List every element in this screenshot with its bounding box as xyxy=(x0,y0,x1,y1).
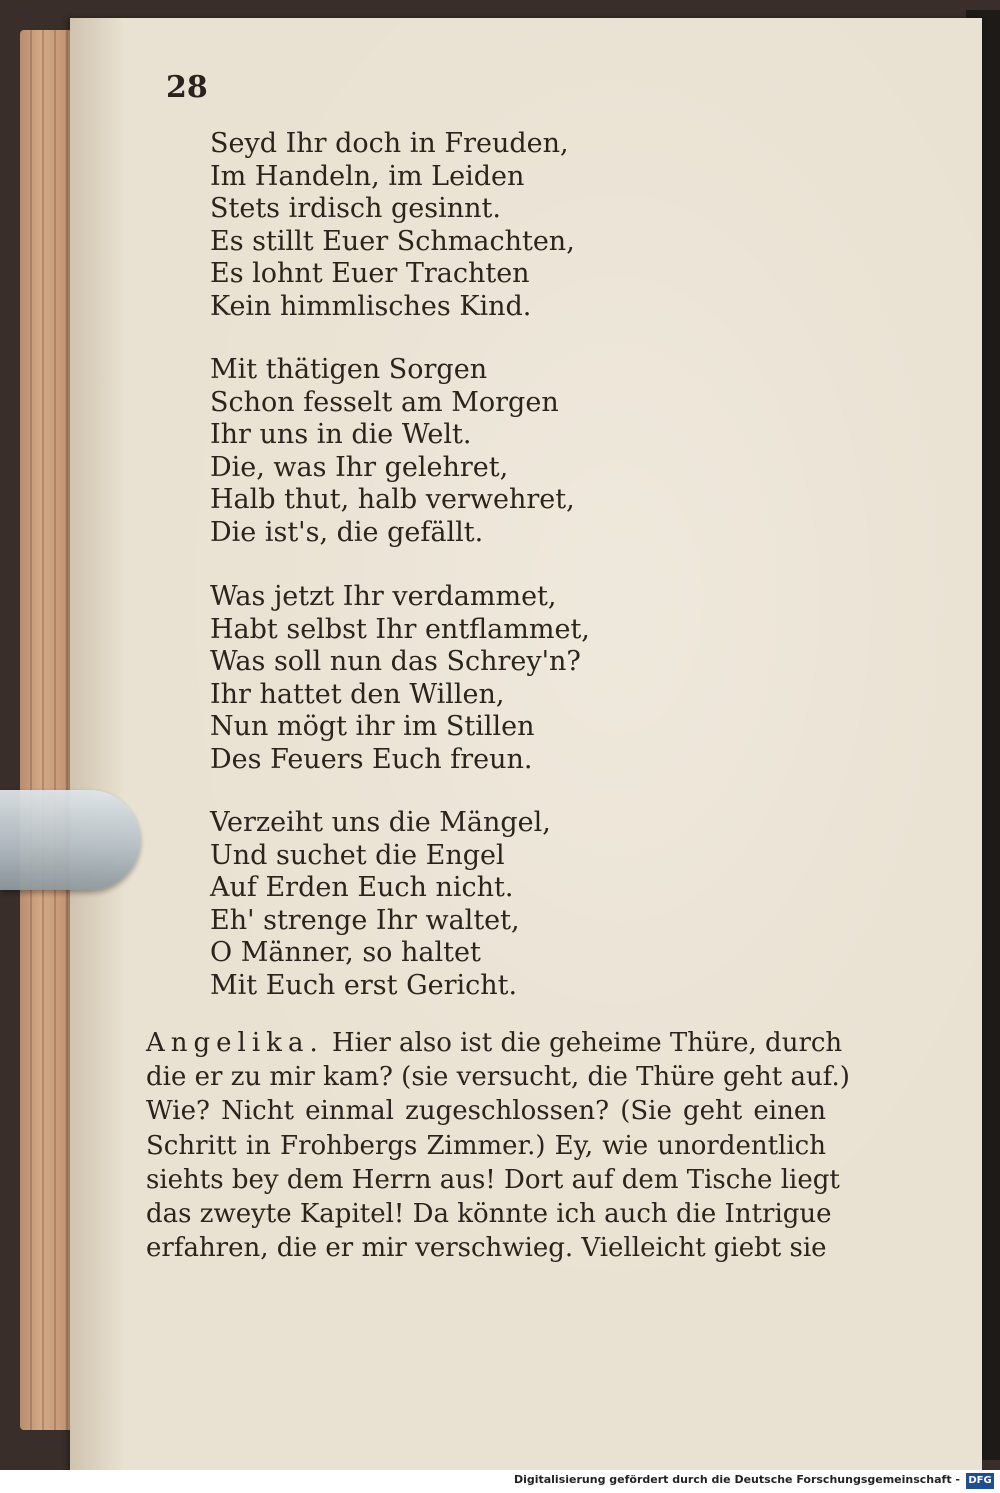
dfg-logo-icon: DFG xyxy=(966,1473,994,1489)
page-number: 28 xyxy=(166,70,208,105)
prose-line: erfahren, die er mir verschwieg. Vielleicht giebt sie xyxy=(146,1233,827,1264)
verse-line: Verzeiht uns die Mängel, xyxy=(210,807,551,838)
prose-line: das zweyte Kapitel! Da könnte ich auch die Intrigue xyxy=(146,1199,832,1230)
page-holder-clip xyxy=(0,790,140,890)
verse-line: Ihr hattet den Willen, xyxy=(210,678,505,710)
dialogue-paragraph xyxy=(146,1026,850,1265)
funding-credit: Digitalisierung gefördert durch die Deutsche Forschungsgemeinschaft - xyxy=(513,1473,960,1486)
prose-line: die er zu mir kam? (sie versucht, die Thüre geht auf.) xyxy=(146,1062,850,1093)
verse-line: Halb thut, halb verwehret, xyxy=(210,484,575,515)
prose-line: Schritt in Frohbergs Zimmer.) Ey, wie unordentlich xyxy=(146,1130,826,1161)
prose-line: siehts bey dem Herrn aus! Dort auf dem Tische liegt xyxy=(146,1164,840,1195)
verse-line: Die ist's, die gefällt. xyxy=(210,516,484,548)
poem-stanza xyxy=(210,354,770,549)
verse-line: Stets irdisch gesinnt. xyxy=(210,193,501,224)
verse-line: Eh' strenge Ihr waltet, xyxy=(210,904,520,936)
poem-stanza xyxy=(210,807,770,1002)
verse-line: Was soll nun das Schrey'n? xyxy=(210,646,581,677)
prose-line xyxy=(146,1026,843,1060)
verse-line: Des Feuers Euch freun. xyxy=(210,743,533,775)
verse-line: Habt selbst Ihr entflammet, xyxy=(210,613,590,645)
digitization-footer xyxy=(0,1470,1000,1493)
verse-line: Ihr uns in die Welt. xyxy=(210,419,472,450)
verse-line: Mit Euch erst Gericht. xyxy=(210,969,518,1001)
verse-line: Und suchet die Engel xyxy=(210,839,505,871)
verse-line: Im Handeln, im Leiden xyxy=(210,160,525,192)
verse-line: Es lohnt Euer Trachten xyxy=(210,258,530,289)
verse-line: Es stillt Euer Schmachten, xyxy=(210,225,575,257)
prose-line-text: Hier also ist die geheime Thüre, durch xyxy=(331,1028,843,1058)
verse-line: Auf Erden Euch nicht. xyxy=(210,872,514,903)
poem-stanza xyxy=(210,581,770,776)
speaker-name: Angelika. xyxy=(146,1028,324,1058)
verse-line: Was jetzt Ihr verdammet, xyxy=(210,581,557,612)
verse-line: Schon fesselt am Morgen xyxy=(210,386,559,418)
poem-stanza xyxy=(210,128,770,323)
verse-line: Nun mögt ihr im Stillen xyxy=(210,711,535,742)
verse-line: Seyd Ihr doch in Freuden, xyxy=(210,128,569,159)
verse-line: Kein himmlisches Kind. xyxy=(210,290,532,322)
verse-line: Die, was Ihr gelehret, xyxy=(210,451,509,483)
prose-line: Wie? Nicht einmal zugeschlossen? (Sie geht einen xyxy=(146,1096,826,1127)
verse-line: O Männer, so haltet xyxy=(210,937,481,968)
verse-line: Mit thätigen Sorgen xyxy=(210,354,488,385)
